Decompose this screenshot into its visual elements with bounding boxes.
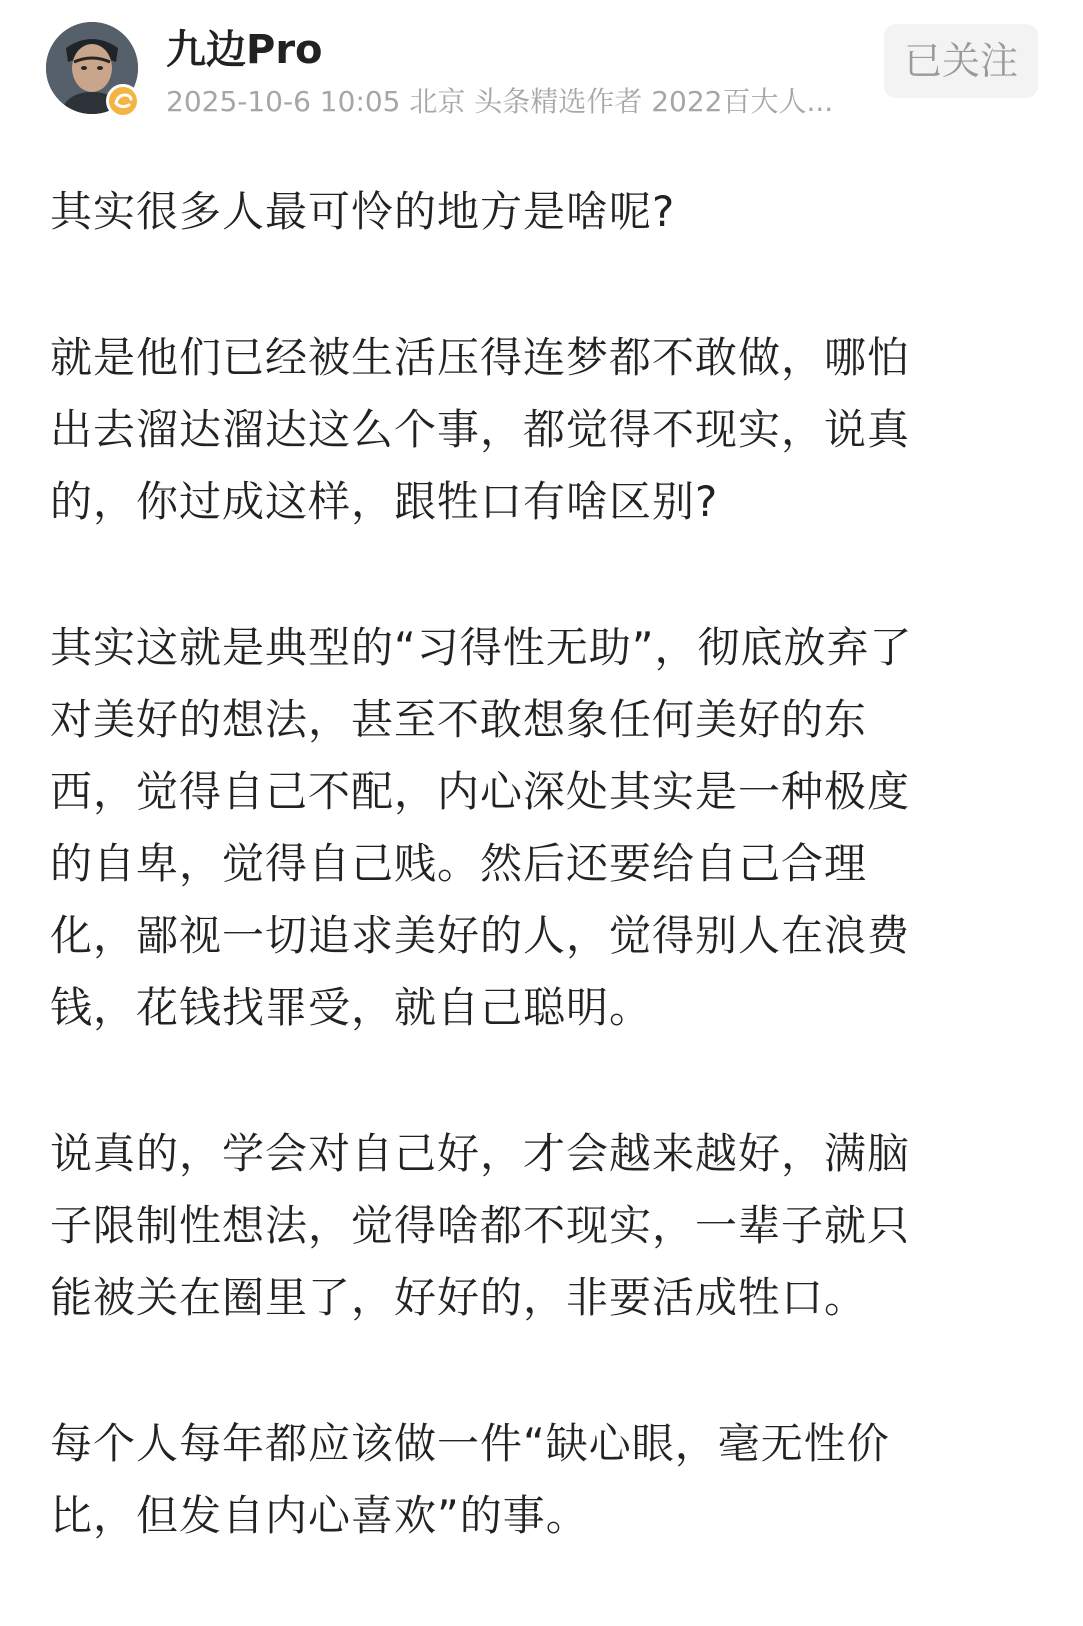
paragraph-line: 每个人每年都应该做一件“缺心眼，毫无性价: [50, 1419, 890, 1468]
paragraph-line: 化，鄙视一切追求美好的人，觉得别人在浪费: [50, 911, 911, 960]
paragraph: [50, 322, 1020, 538]
paragraph-line: 出去溜达溜达这么个事，都觉得不现实，说真: [50, 405, 911, 454]
paragraph: [50, 1408, 1020, 1552]
verified-badge-icon: [106, 84, 140, 118]
paragraph-line: 其实很多人最可怜的地方是啥呢?: [50, 187, 676, 236]
post-meta: 2025-10-6 10:05 北京 头条精选作者 2022百大人...: [166, 85, 834, 118]
follow-button[interactable]: 已关注: [884, 24, 1038, 98]
paragraph: [50, 612, 1020, 1044]
paragraph-line: 比，但发自内心喜欢”的事。: [50, 1491, 589, 1540]
paragraph: [50, 1118, 1020, 1334]
paragraph-line: 子限制性想法，觉得啥都不现实，一辈子就只: [50, 1201, 911, 1250]
paragraph-line: 的，你过成这样，跟牲口有啥区别?: [50, 477, 719, 526]
paragraph-line: 西，觉得自己不配，内心深处其实是一种极度: [50, 767, 911, 816]
paragraph: [50, 176, 1020, 248]
paragraph-line: 就是他们已经被生活压得连梦都不敢做，哪怕: [50, 333, 911, 382]
paragraph-line: 能被关在圈里了，好好的，非要活成牲口。: [50, 1273, 868, 1322]
author-name[interactable]: 九边Pro: [166, 27, 323, 73]
post-body: [50, 176, 1020, 1626]
paragraph-line: 的自卑，觉得自己贱。然后还要给自己合理: [50, 839, 868, 888]
paragraph-line: 其实这就是典型的“习得性无助”，彻底放弃了: [50, 623, 913, 672]
post-header: [0, 0, 1083, 140]
paragraph-line: 说真的，学会对自己好，才会越来越好，满脑: [50, 1129, 911, 1178]
paragraph-line: 钱，花钱找罪受，就自己聪明。: [50, 983, 653, 1032]
paragraph-line: 对美好的想法，甚至不敢想象任何美好的东: [50, 695, 868, 744]
